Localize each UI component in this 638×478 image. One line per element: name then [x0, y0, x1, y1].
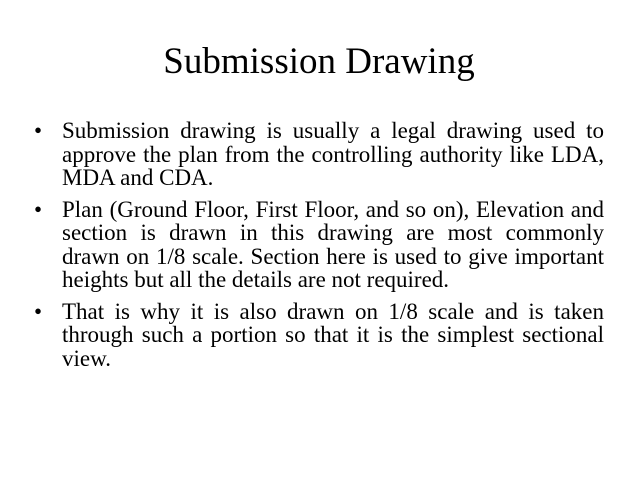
bullet-item: [34, 300, 604, 371]
bullet-item: [34, 198, 604, 292]
bullet-dot-icon: •: [34, 118, 43, 143]
bullet-text: Plan (Ground Floor, First Floor, and so on), Elevation and section is drawn in this drawing are most commonly drawn on 1/8 scale. Section here is used to give important heights but all the details are not required.: [62, 196, 604, 292]
bullet-dot-icon: •: [34, 298, 43, 324]
bullet-text: That is why it is also drawn on 1/8 scale and is taken through such a portion so that it is the simplest sectional view.: [62, 298, 604, 371]
bullet-list: [34, 119, 604, 378]
bullet-dot-icon: •: [34, 196, 43, 222]
slide-title: Submission Drawing: [163, 41, 475, 82]
bullet-text: Submission drawing is usually a legal drawing used to approve the plan from the controlling authority like LDA, MDA and CDA.: [62, 118, 604, 190]
bullet-item: [34, 119, 604, 190]
